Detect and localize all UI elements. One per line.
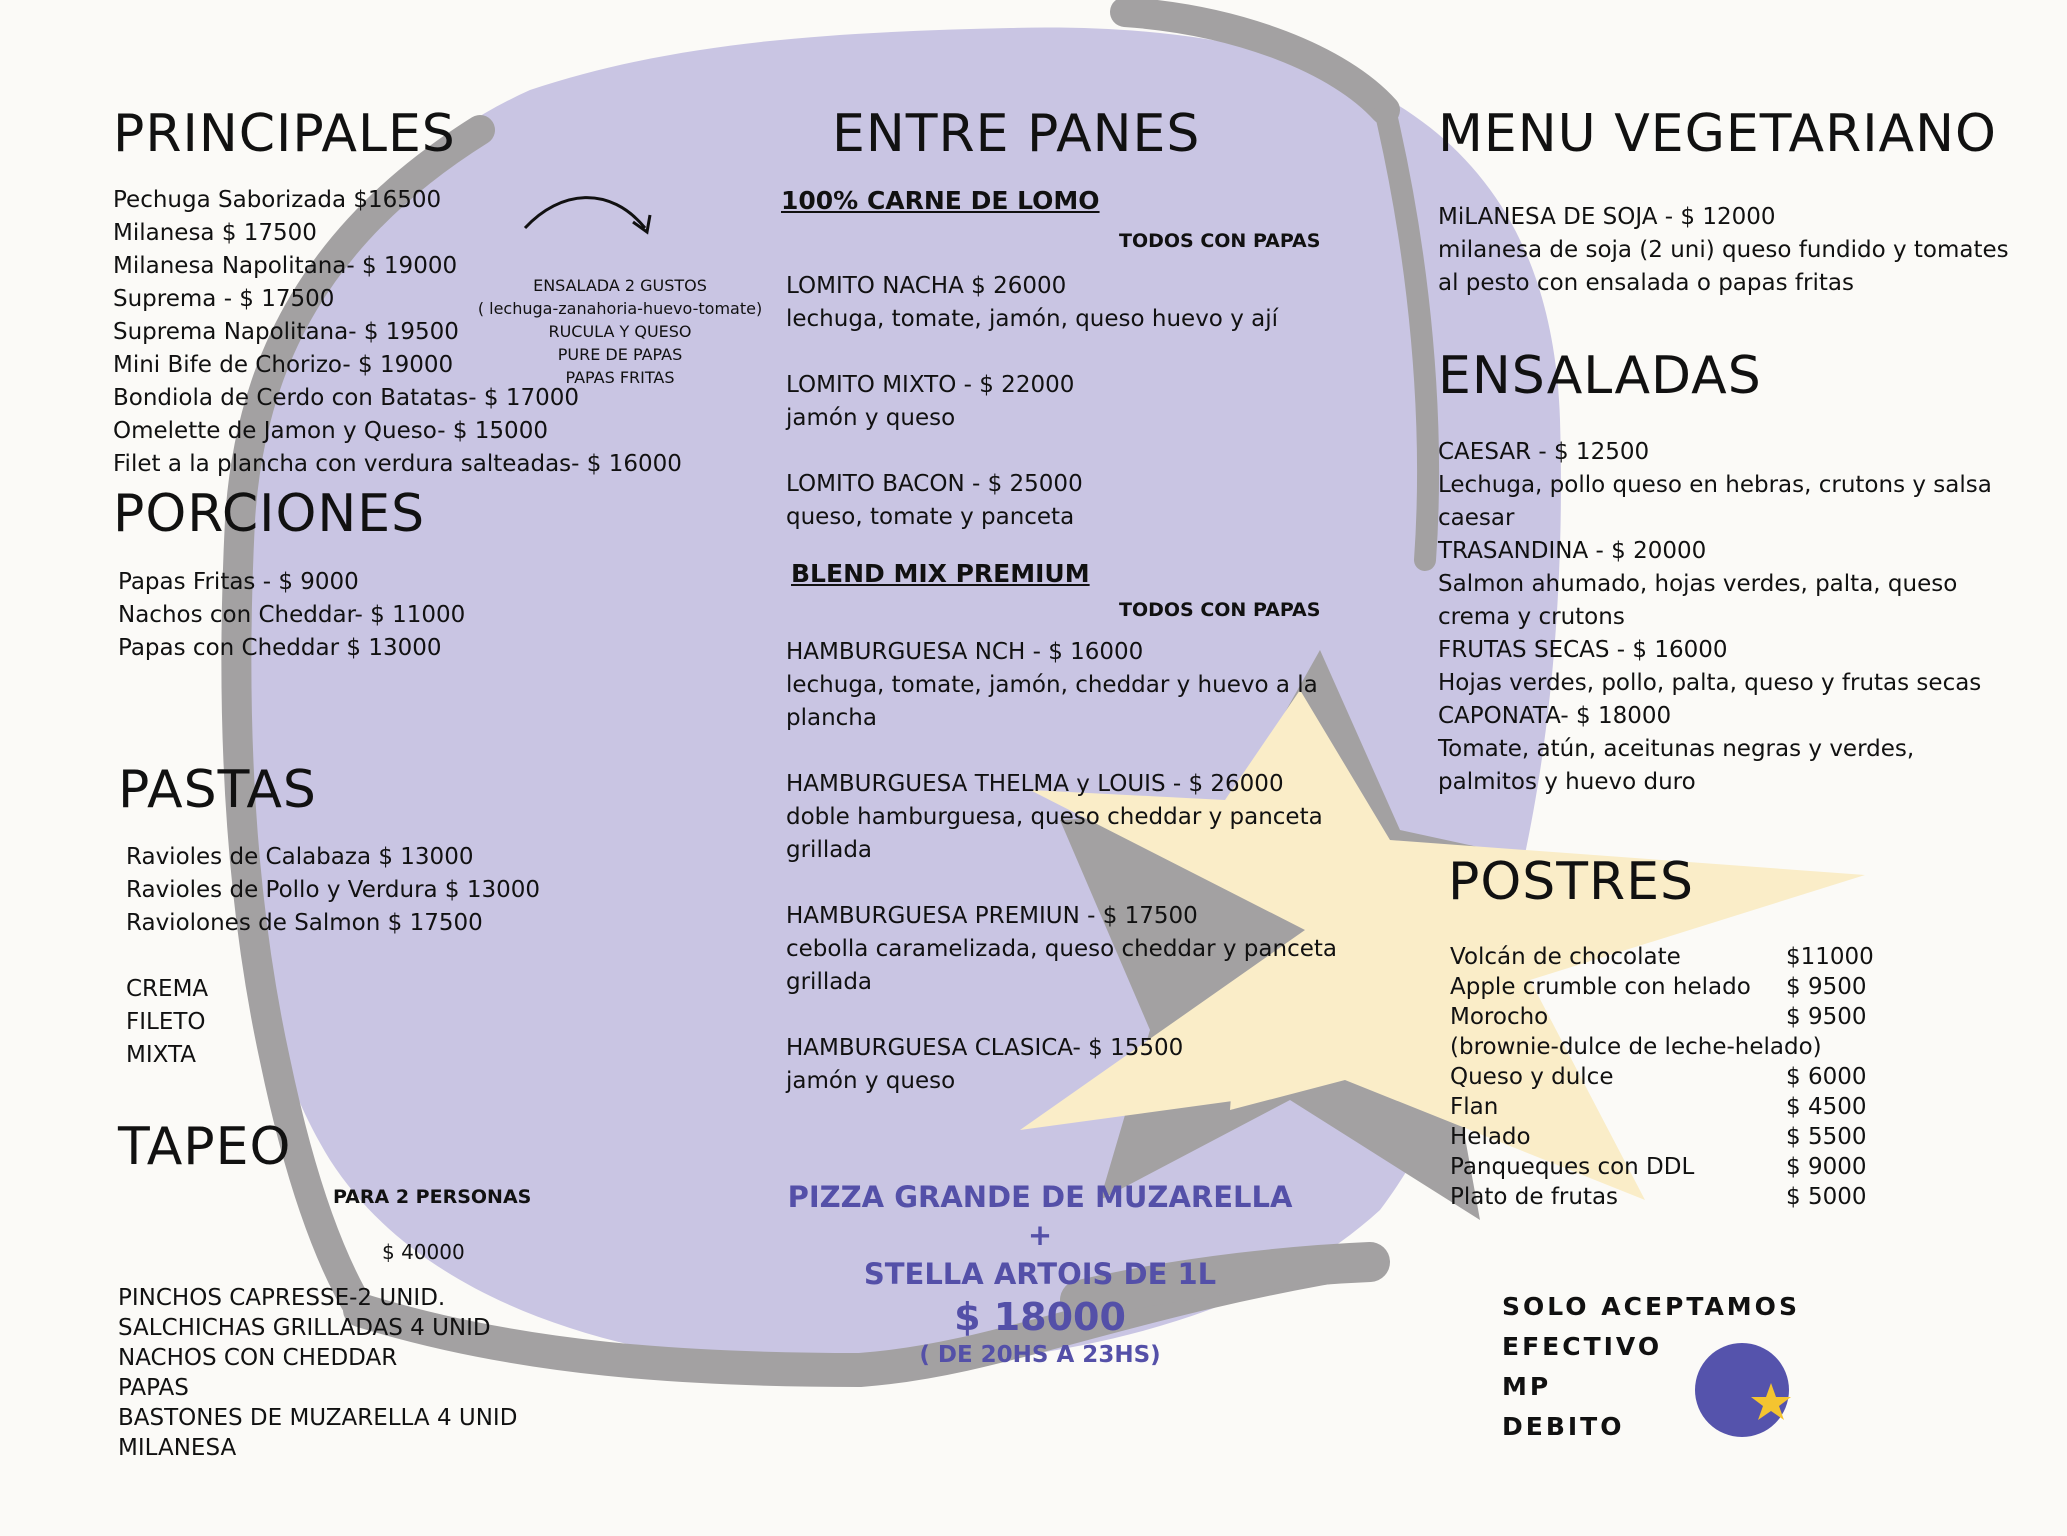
lomo-subtitle: 100% CARNE DE LOMO — [781, 186, 1100, 215]
promo-line2: STELLA ARTOIS DE 1L — [863, 1257, 1217, 1291]
lomo-list — [786, 270, 1278, 534]
vegetariano-list — [1438, 201, 2009, 300]
promo-price: $ 18000 — [954, 1295, 1126, 1339]
menu-line: Salmon ahumado, hojas verdes, palta, queso — [1438, 571, 1958, 597]
menu-item: Ravioles de Calabaza $ 13000 — [126, 844, 474, 870]
menu-item: Pechuga Saborizada $16500 — [113, 187, 442, 213]
dessert-row — [1450, 1182, 1874, 1212]
side-option: RUCULA Y QUESO — [548, 322, 692, 341]
side-option: ( lechuga-zanahoria-huevo-tomate) — [477, 299, 763, 318]
dessert-row — [1450, 1152, 1874, 1182]
dessert-row — [1450, 972, 1874, 1002]
menu-item: Milanesa $ 17500 — [113, 220, 317, 246]
postres-title: POSTRES — [1448, 852, 1695, 912]
menu-item: Milanesa Napolitana- $ 19000 — [113, 253, 458, 279]
salsas-list — [126, 973, 208, 1072]
dish-description: plancha — [786, 705, 877, 731]
sauce-option: CREMA — [126, 976, 209, 1002]
dish-name: HAMBURGUESA NCH - $ 16000 — [786, 639, 1144, 665]
dish-description: lechuga, tomate, jamón, cheddar y huevo a la — [786, 672, 1318, 698]
vegetariano-title: MENU VEGETARIANO — [1438, 104, 1997, 164]
payment-method: EFECTIVO — [1502, 1332, 1663, 1361]
menu-line: TRASANDINA - $ 20000 — [1438, 538, 1707, 564]
menu-item: Papas con Cheddar $ 13000 — [118, 635, 442, 661]
dessert-price: $ 6000 — [1786, 1064, 1867, 1090]
dessert-price: $ 9500 — [1786, 974, 1867, 1000]
dish-name: LOMITO BACON - $ 25000 — [786, 471, 1083, 497]
pastas-list — [126, 841, 540, 940]
postres-list — [1450, 942, 1874, 1212]
dish-description: jamón y queso — [786, 405, 956, 431]
dessert-name: Panqueques con DDL — [1450, 1154, 1695, 1180]
promo-hours: ( DE 20HS A 23HS) — [919, 1342, 1161, 1368]
menu-line: Tomate, atún, aceitunas negras y verdes, — [1438, 736, 1915, 762]
dessert-price: $ 4500 — [1786, 1094, 1867, 1120]
blend-subtitle: BLEND MIX PREMIUM — [791, 559, 1090, 588]
menu-item: Nachos con Cheddar- $ 11000 — [118, 602, 466, 628]
side-option: ENSALADA 2 GUSTOS — [533, 276, 707, 295]
dish-name: HAMBURGUESA THELMA y LOUIS - $ 26000 — [786, 771, 1284, 797]
promo-plus: + — [1027, 1218, 1053, 1252]
pastas-title: PASTAS — [118, 760, 317, 820]
porciones-title: PORCIONES — [113, 484, 426, 544]
dessert-name: Plato de frutas — [1450, 1184, 1619, 1210]
menu-item: Raviolones de Salmon $ 17500 — [126, 910, 483, 936]
guarnicion-list — [470, 274, 770, 389]
menu-line: caesar — [1438, 505, 1515, 531]
side-option: PAPAS FRITAS — [565, 368, 675, 387]
porciones-list — [118, 566, 465, 665]
menu-line: CAPONATA- $ 18000 — [1438, 703, 1672, 729]
dessert-price: $ 9500 — [1786, 1004, 1867, 1030]
dish-description: queso, tomate y panceta — [786, 504, 1075, 530]
sauce-option: MIXTA — [126, 1042, 196, 1068]
dish-description: lechuga, tomate, jamón, queso huevo y ají — [786, 306, 1278, 332]
dish-name: LOMITO MIXTO - $ 22000 — [786, 372, 1075, 398]
side-option: PURE DE PAPAS — [557, 345, 683, 364]
tapeo-price: $ 40000 — [382, 1240, 465, 1264]
dessert-name: Flan — [1450, 1094, 1499, 1120]
tapeo-item: MILANESA — [118, 1435, 237, 1461]
dish-name: HAMBURGUESA PREMIUN - $ 17500 — [786, 903, 1198, 929]
dessert-price: $ 5000 — [1786, 1184, 1867, 1210]
dish-description: cebolla caramelizada, queso cheddar y panceta — [786, 936, 1337, 962]
menu-item: Bondiola de Cerdo con Batatas- $ 17000 — [113, 385, 579, 411]
dessert-name: Volcán de chocolate — [1450, 944, 1681, 970]
tapeo-title: TAPEO — [118, 1117, 292, 1177]
dessert-name: Morocho — [1450, 1004, 1549, 1030]
tapeo-item: NACHOS CON CHEDDAR — [118, 1345, 398, 1371]
tapeo-item: PAPAS — [118, 1375, 189, 1401]
dessert-row — [1450, 942, 1874, 972]
dish-description: jamón y queso — [786, 1068, 956, 1094]
dessert-name: Queso y dulce — [1450, 1064, 1614, 1090]
dessert-row — [1450, 1062, 1874, 1092]
dish-name: LOMITO NACHA $ 26000 — [786, 273, 1067, 299]
dessert-row — [1450, 1092, 1874, 1122]
dessert-name: (brownie-dulce de leche-helado) — [1450, 1034, 1822, 1060]
menu-line: palmitos y huevo duro — [1438, 769, 1696, 795]
ensaladas-title: ENSALADAS — [1438, 346, 1762, 406]
tapeo-subtitle: PARA 2 PERSONAS — [333, 1186, 532, 1208]
dessert-row — [1450, 1032, 1874, 1062]
menu-line: MiLANESA DE SOJA - $ 12000 — [1438, 204, 1776, 230]
menu-line: Hojas verdes, pollo, palta, queso y frutas secas — [1438, 670, 1982, 696]
menu-line: crema y crutons — [1438, 604, 1625, 630]
blend-list — [786, 636, 1337, 1098]
menu-line: al pesto con ensalada o papas fritas — [1438, 270, 1854, 296]
menu-item: Papas Fritas - $ 9000 — [118, 569, 359, 595]
dessert-price: $11000 — [1786, 944, 1874, 970]
menu-item: Suprema - $ 17500 — [113, 286, 335, 312]
dessert-row — [1450, 1122, 1874, 1152]
tapeo-item: SALCHICHAS GRILLADAS 4 UNID — [118, 1315, 491, 1341]
payment-method: DEBITO — [1502, 1412, 1625, 1441]
menu-item: Suprema Napolitana- $ 19500 — [113, 319, 459, 345]
sauce-option: FILETO — [126, 1009, 206, 1035]
menu-line: CAESAR - $ 12500 — [1438, 439, 1650, 465]
payment-method: SOLO ACEPTAMOS — [1502, 1292, 1800, 1321]
dessert-name: Helado — [1450, 1124, 1531, 1150]
principales-title: PRINCIPALES — [113, 104, 456, 164]
menu-line: Lechuga, pollo queso en hebras, crutons y salsa — [1438, 472, 1992, 498]
menu-item: Ravioles de Pollo y Verdura $ 13000 — [126, 877, 541, 903]
menu-item: Mini Bife de Chorizo- $ 19000 — [113, 352, 454, 378]
blend-note: TODOS CON PAPAS — [1119, 599, 1321, 621]
menu-item: Omelette de Jamon y Queso- $ 15000 — [113, 418, 548, 444]
promo-block — [780, 1178, 1300, 1370]
dessert-name: Apple crumble con helado — [1450, 974, 1751, 1000]
dish-description: grillada — [786, 969, 873, 995]
lomo-note: TODOS CON PAPAS — [1119, 230, 1321, 252]
menu-line: FRUTAS SECAS - $ 16000 — [1438, 637, 1728, 663]
dish-description: grillada — [786, 837, 873, 863]
dish-name: HAMBURGUESA CLASICA- $ 15500 — [786, 1035, 1184, 1061]
dessert-price: $ 5500 — [1786, 1124, 1867, 1150]
dessert-price: $ 9000 — [1786, 1154, 1867, 1180]
payment-method: MP — [1502, 1372, 1552, 1401]
menu-line: milanesa de soja (2 uni) queso fundido y tomates — [1438, 237, 2009, 263]
ensaladas-list — [1438, 436, 1992, 799]
tapeo-item: PINCHOS CAPRESSE-2 UNID. — [118, 1285, 446, 1311]
entre-panes-title: ENTRE PANES — [832, 104, 1201, 164]
tapeo-item: BASTONES DE MUZARELLA 4 UNID — [118, 1405, 518, 1431]
dish-description: doble hamburguesa, queso cheddar y panceta — [786, 804, 1323, 830]
menu-item: Filet a la plancha con verdura salteadas- $ 16000 — [113, 451, 682, 477]
payment-methods — [1502, 1287, 1800, 1447]
tapeo-list — [118, 1283, 517, 1463]
dessert-row — [1450, 1002, 1874, 1032]
promo-line1: PIZZA GRANDE DE MUZARELLA — [787, 1180, 1293, 1214]
